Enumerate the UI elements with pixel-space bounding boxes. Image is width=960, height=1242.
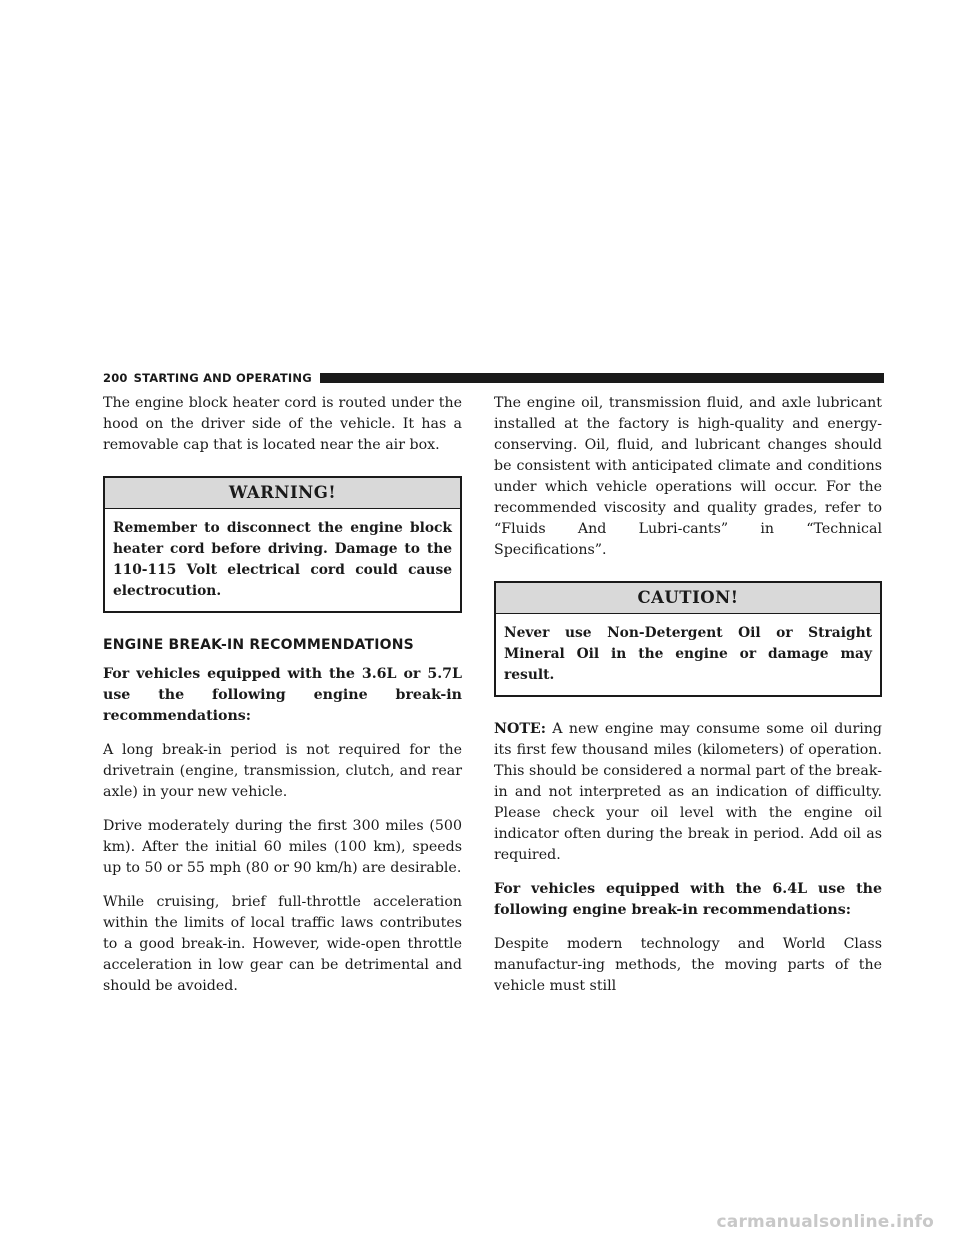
intro-paragraph: The engine block heater cord is routed under the hood on the driver side of the vehicle. It has a removable cap that is located near the air box. bbox=[103, 395, 462, 453]
warning-body: Remember to disconnect the engine block heater cord before driving. Damage to the 110-115 Volt electrical cord could cause electrocution. bbox=[113, 520, 452, 599]
watermark-text: carmanualsonline.info bbox=[716, 1212, 934, 1232]
drive-moderately-paragraph: Drive moderately during the first 300 miles (500 km). After the initial 60 miles (100 km), speeds up to 50 or 55 mph (80 or 90 km/h) are desirable. bbox=[103, 818, 462, 876]
lead-paragraph-36-57: For vehicles equipped with the 3.6L or 5.7L use the following engine break-in recommendations: bbox=[103, 666, 462, 724]
header-rule bbox=[320, 373, 884, 383]
caution-title: CAUTION! bbox=[496, 583, 880, 614]
note-label: NOTE: bbox=[494, 721, 546, 737]
left-column bbox=[103, 393, 462, 1010]
note-paragraph bbox=[494, 719, 882, 866]
section-title: STARTING AND OPERATING bbox=[133, 371, 312, 385]
note-text: A new engine may consume some oil during its first few thousand miles (kilometers) of operation. This should be considered a normal part of the break-in and not interpreted as an indication of difficulty. Please check your oil level with the engine oil indicator often during the break in period. Add oil as required. bbox=[494, 721, 882, 863]
engine-oil-paragraph: The engine oil, transmission fluid, and axle lubricant installed at the factory is high-quality and energy-conserving. Oil, fluid, and lubricant changes should be consistent with anticipated climate and conditions under which vehicle operations will occur. For the recommended viscosity and quality grades, refer to “Fluids And Lubri-cants” in “Technical Specifications”. bbox=[494, 395, 882, 558]
section-heading: ENGINE BREAK-IN RECOMMENDATIONS bbox=[103, 637, 414, 653]
modern-technology-paragraph: Despite modern technology and World Class manufactur-ing methods, the moving parts of the vehicle must still bbox=[494, 936, 882, 994]
warning-box bbox=[103, 476, 462, 613]
caution-body: Never use Non-Detergent Oil or Straight Mineral Oil in the engine or damage may result. bbox=[504, 625, 872, 683]
lead-paragraph-64: For vehicles equipped with the 6.4L use the following engine break-in recommendations: bbox=[494, 881, 882, 918]
right-column bbox=[494, 393, 882, 1010]
warning-title: WARNING! bbox=[105, 478, 460, 509]
drivetrain-paragraph: A long break-in period is not required for the drivetrain (engine, transmission, clutch, and rear axle) in your new vehicle. bbox=[103, 742, 462, 800]
page-number: 200 bbox=[103, 371, 128, 385]
caution-box bbox=[494, 581, 882, 697]
cruising-paragraph: While cruising, brief full-throttle acceleration within the limits of local traffic laws contributes to a good break-in. However, wide-open throttle acceleration in low gear can be detrimental and should be avoided. bbox=[103, 894, 462, 994]
page-header bbox=[103, 371, 884, 385]
